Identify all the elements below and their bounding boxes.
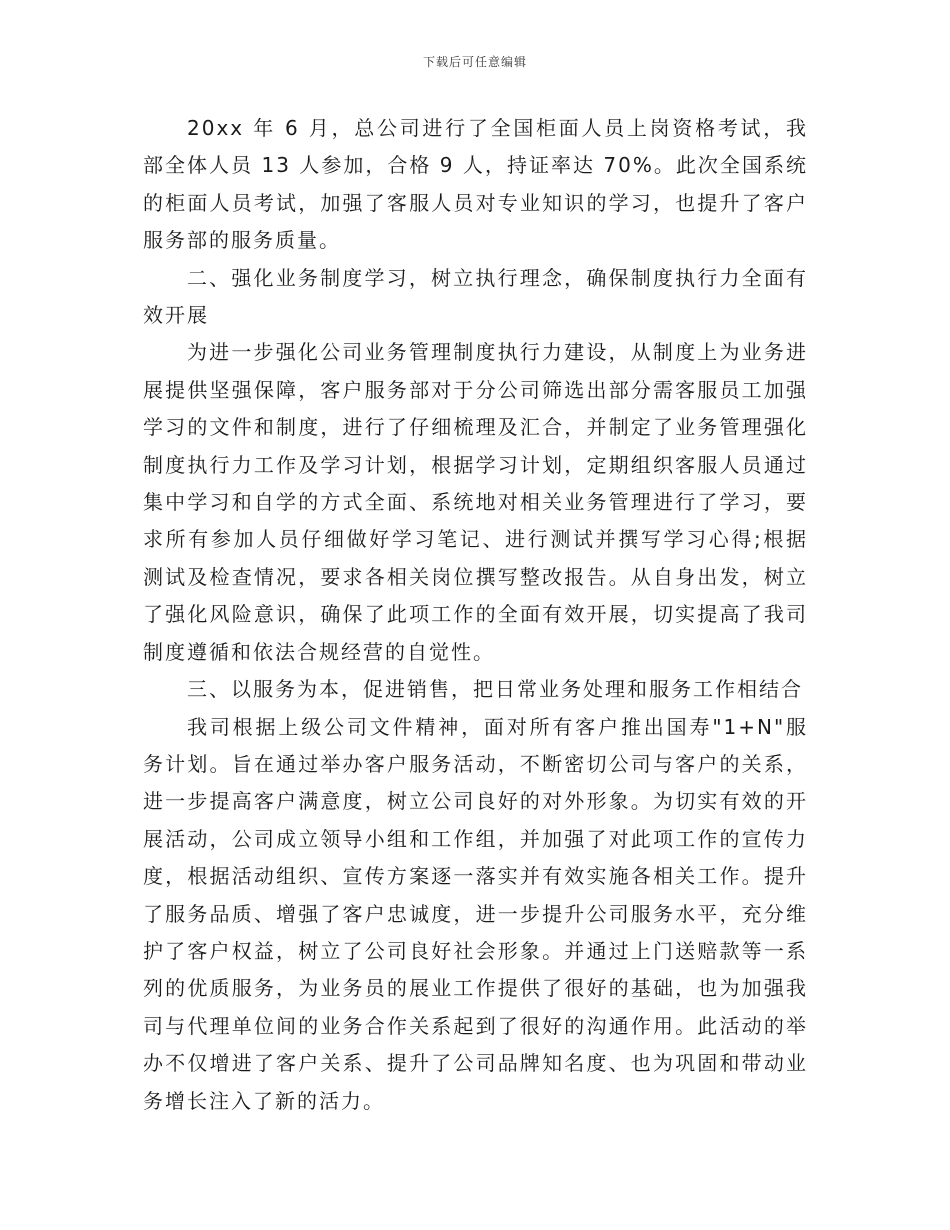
paragraph-exam-results: 20xx 年 6 月，总公司进行了全国柜面人员上岗资格考试，我部全体人员 13 人参加，合格 9 人，持证率达 70%。此次全国系统的柜面人员考试，加强了客服人员对专业知识的学习，也提升了客户服务部的服务质量。 (143, 116, 808, 253)
section-heading-3: 三、以服务为本，促进销售，把日常业务处理和服务工作相结合 (187, 677, 803, 702)
header-note: 下载后可任意编辑 (422, 55, 527, 69)
paragraph-service-plan: 我司根据上级公司文件精神，面对所有客户推出国寿"1+N"服务计划。旨在通过举办客户服务活动，不断密切公司与客户的关系，进一步提高客户满意度，树立公司良好的对外形象。为切实有效的开展活动，公司成立领导小组和工作组，并加强了对此项工作的宣传力度，根据活动组织、宣传方案逐一落实并有效实施各相关工作。提升了服务品质、增强了客户忠诚度，进一步提升公司服务水平，充分维护了客户权益，树立了公司良好社会形象。并通过上门送赔款等一系列的优质服务，为业务员的展业工作提供了很好的基础，也为加强我司与代理单位间的业务合作关系起到了很好的沟通作用。此活动的举办不仅增进了客户关系、提升了公司品牌知名度、也为巩固和带动业务增长注入了新的活力。 (143, 714, 808, 1113)
document-body (143, 110, 808, 1120)
paragraph-policy-study: 为进一步强化公司业务管理制度执行力建设，从制度上为业务进展提供坚强保障，客户服务部对于分公司筛选出部分需客服员工加强学习的文件和制度，进行了仔细梳理及汇合，并制定了业务管理强化制度执行力工作及学习计划，根据学习计划，定期组织客服人员通过集中学习和自学的方式全面、系统地对相关业务管理进行了学习，要求所有参加人员仔细做好学习笔记、进行测试并撰写学习心得;根据测试及检查情况，要求各相关岗位撰写整改报告。从自身出发，树立了强化风险意识，确保了此项工作的全面有效开展，切实提高了我司制度遵循和依法合规经营的自觉性。 (143, 340, 808, 664)
section-heading-2: 二、强化业务制度学习，树立执行理念，确保制度执行力全面有效开展 (143, 265, 808, 328)
